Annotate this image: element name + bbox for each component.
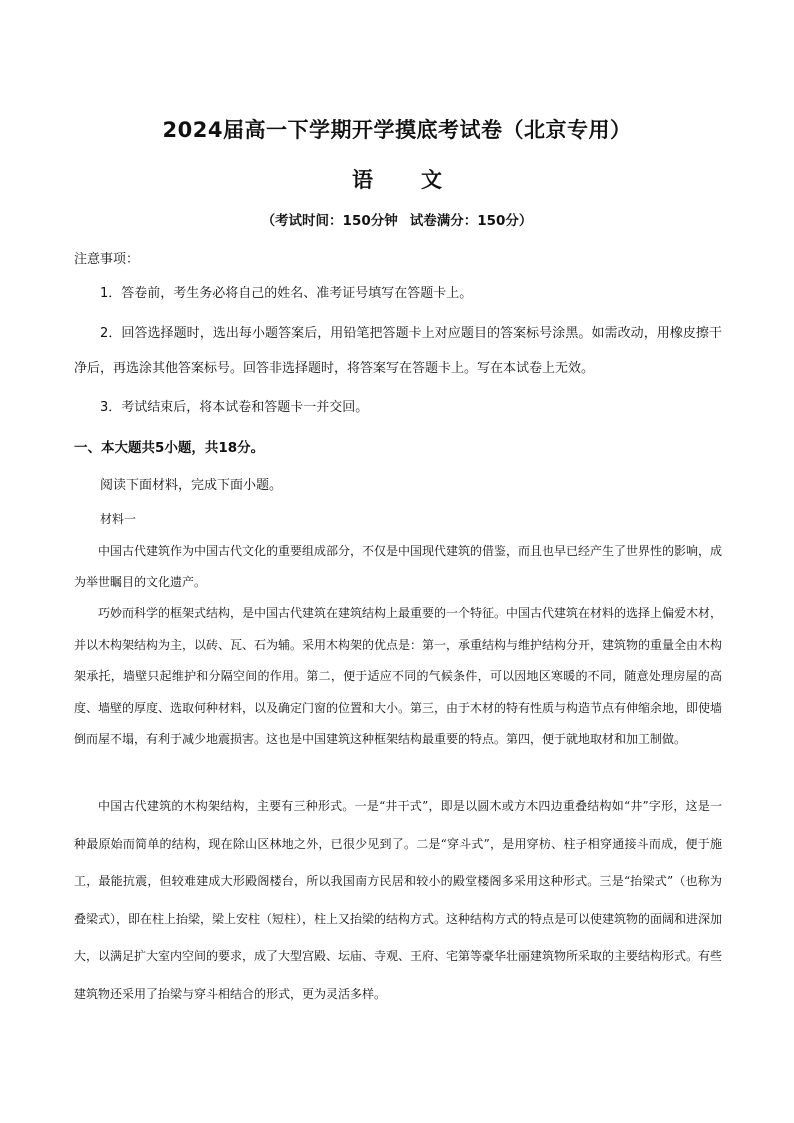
material-label: 材料一 (100, 512, 137, 526)
section-heading: 一、本大题共5小题，共18分。 (74, 440, 265, 456)
subject-title: 语文 (352, 168, 490, 192)
notice-item: 1．答卷前，考生务必将自己的姓名、准考证号填写在答题卡上。 (100, 286, 473, 301)
material-paragraph: 巧妙而科学的框架式结构，是中国古代建筑在建筑结构上最重要的一个特征。中国古代建筑在材料的选择上偏爱木材，并以木构架结构为主，以砖、瓦、石为辅。采用木构架的优点是：第一，承重结构与维护结构分开，建筑物的重量全由木构架承托，墙壁只起维护和分隔空间的作用。第二，便于适应不同的气候条件，可以因地区寒暖的不同，随意处理房屋的高度、墙壁的厚度、选取何种材料，以及确定门窗的位置和大小。第三，由于木材的特有性质与构造节点有伸缩余地，即使墙倒而屋不塌，有利于减少地震损害。这也是中国建筑这种框架结构最重要的特点。第四，便于就地取材和加工制做。 (74, 606, 723, 746)
material-paragraph: 中国古代建筑的木构架结构，主要有三种形式。一是“井干式”，即是以圆木或方木四边重叠结构如“井”字形，这是一种最原始而简单的结构，现在除山区林地之外，已很少见到了。二是“穿斗式”，是用穿枋、柱子相穿通接斗而成，便于施工，最能抗震，但较难建成大形殿阁楼台，所以我国南方民居和较小的殿堂楼阁多采用这种形式。三是“抬梁式”（也称为叠梁式），即在柱上抬梁，梁上安柱（短柱），柱上又抬梁的结构方式。这种结构方式的特点是可以使建筑物的面阔和进深加大，以满足扩大室内空间的要求，成了大型宫殿、坛庙、寺观、王府、宅第等豪华壮丽建筑物所采取的主要结构形式。有些建筑物还采用了抬梁与穿斗相结合的形式，更为灵活多样。 (74, 799, 723, 1001)
notice-item: 2．回答选择题时，选出每小题答案后，用铅笔把答题卡上对应题目的答案标号涂黑。如需改动，用橡皮擦干净后，再选涂其他答案标号。回答非选择题时，将答案写在答题卡上。写在本试卷上无效。 (74, 326, 722, 376)
notice-heading: 注意事项： (74, 252, 140, 267)
document-title: 2024届高一下学期开学摸底考试卷（北京专用） (162, 118, 632, 142)
material-paragraph: 中国古代建筑作为中国古代文化的重要组成部分，不仅是中国现代建筑的借鉴，而且也早已经产生了世界性的影响，成为举世瞩目的文化遗产。 (74, 544, 723, 589)
full-score: 试卷满分：150分） (409, 213, 533, 229)
reading-instruction: 阅读下面材料，完成下面小题。 (100, 478, 283, 493)
exam-info (0, 209, 794, 229)
notice-item: 3．考试结束后，将本试卷和答题卡一并交回。 (100, 400, 369, 415)
exam-time: （考试时间：150分钟 (261, 213, 398, 229)
